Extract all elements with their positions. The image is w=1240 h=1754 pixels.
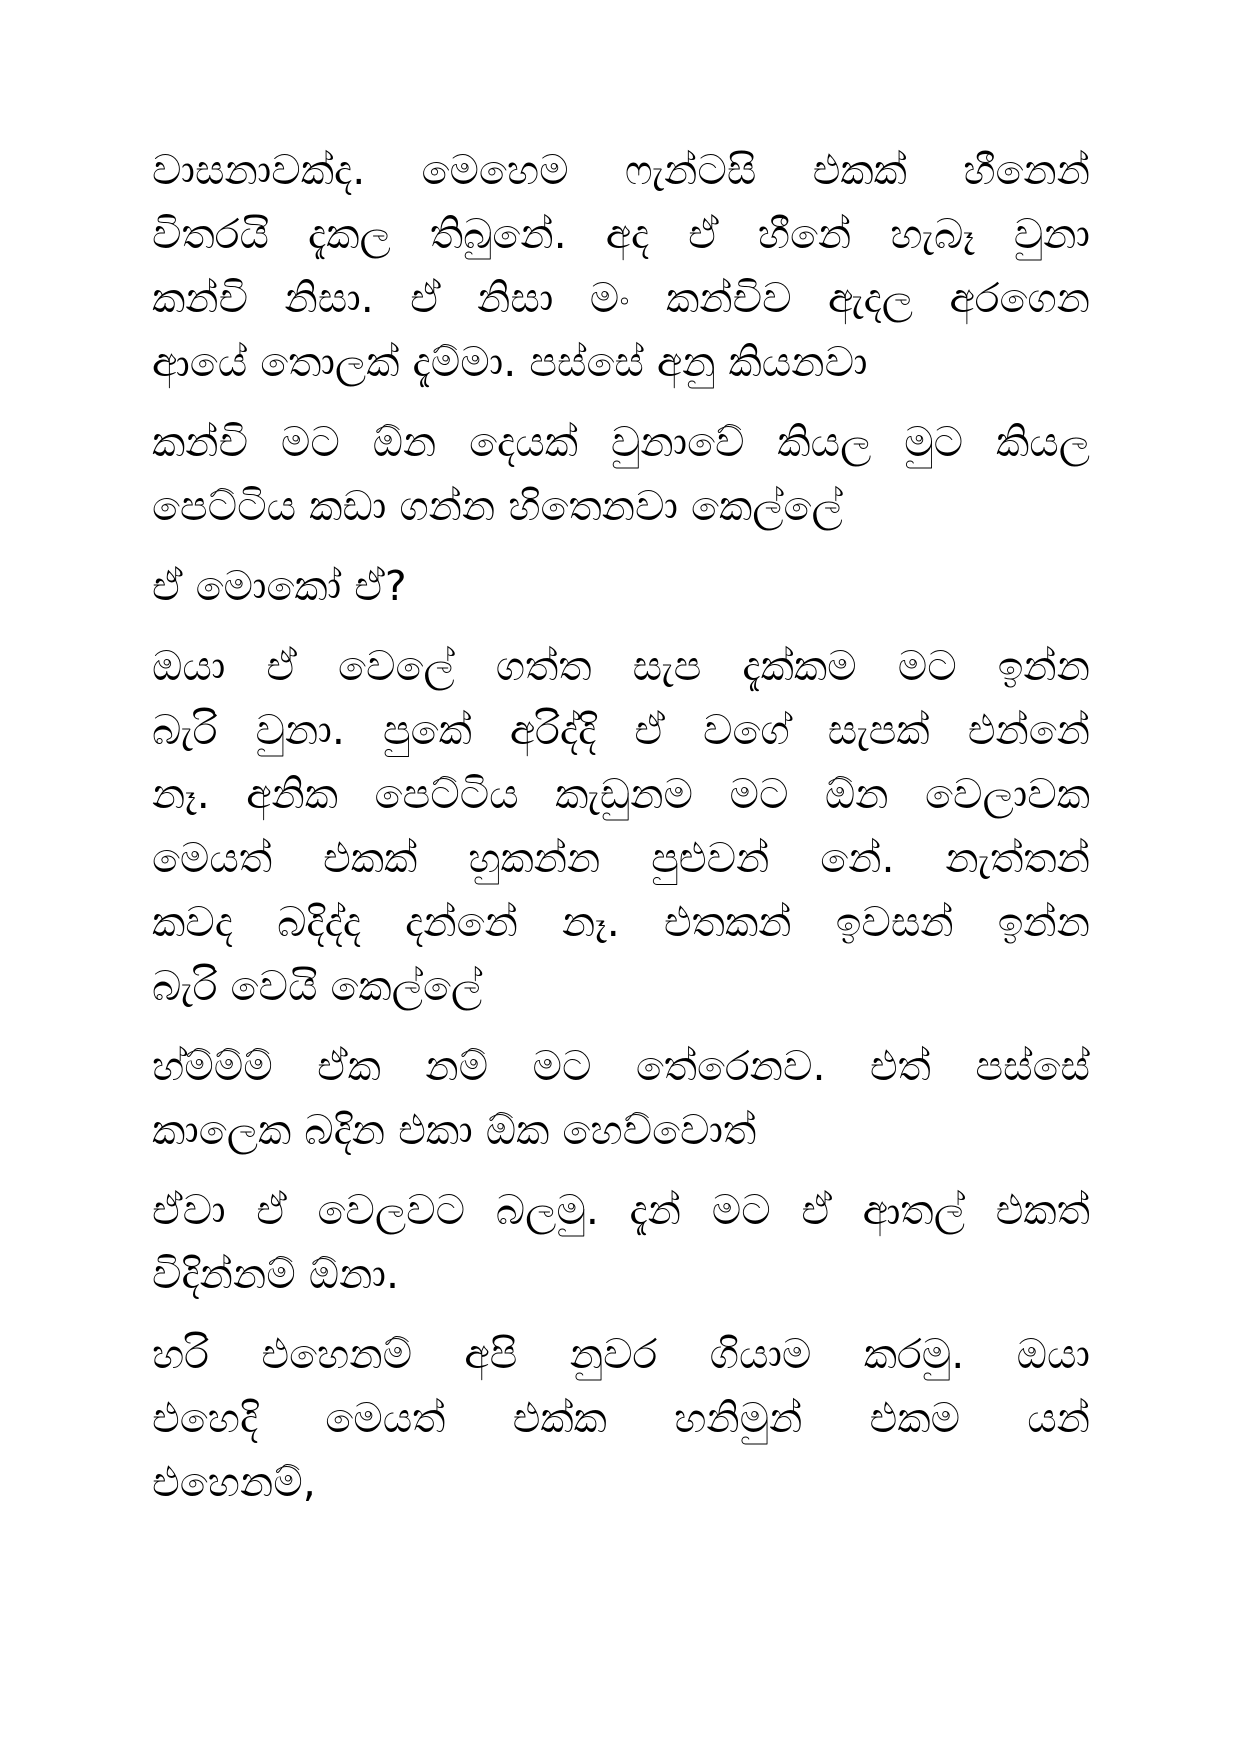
paragraph-2 <box>152 410 1090 538</box>
text-line: ඔයා ඒ වෙලේ ගත්ත සැප දැක්කම මට ඉන්න <box>152 642 1090 690</box>
paragraph-7 <box>152 1322 1090 1514</box>
text-line: හ්ම්ම්ම් ඒක නම් මට තේරෙනව. එත් පස්සේ <box>152 1042 1090 1090</box>
text-line: විතරයි දැකල තිබුනේ. අද ඒ හීනේ හැබෑ වුනා <box>152 210 1090 258</box>
paragraph-6 <box>152 1178 1090 1306</box>
paragraph-4 <box>152 634 1090 1018</box>
text-line: කාලෙක බදින එකා ඕක හෙව්වොත් <box>152 1106 757 1154</box>
text-line: කන්චි නිසා. ඒ නිසා මං කන්චිව ඇදල අරගෙන <box>152 274 1090 322</box>
text-line: විදින්නම් ඕනා. <box>152 1250 399 1298</box>
paragraph-3 <box>152 554 1090 618</box>
paragraph-5 <box>152 1034 1090 1162</box>
text-line: ඒවා ඒ වෙලවට බලමු. දැන් මට ඒ ආතල් එකත් <box>152 1186 1090 1234</box>
text-line: නෑ. අනික පෙට්ටිය කැඩුනම මට ඕන වෙලාවක <box>152 770 1090 818</box>
text-line: ඒ මොකෝ ඒ? <box>152 562 407 610</box>
text-line: මෙයත් එකක් හුකන්න පුළුවන් නේ. නැත්තන් <box>152 834 1090 882</box>
text-line: කවද බදිද්ද දන්නේ නෑ. එතකන් ඉවසන් ඉන්න <box>152 898 1090 946</box>
text-line: ආයේ තොලක් දැම්මා. පස්සේ අනු කියනවා <box>152 338 868 386</box>
text-line: එහෙදි මෙයත් එක්ක හනිමුන් එකම යන් <box>152 1394 1090 1442</box>
text-line: එහෙනම්, <box>152 1458 316 1506</box>
text-line: හරි එහෙනම් අපි නුවර ගියාම කරමු. ඔයා <box>152 1330 1090 1378</box>
text-line: වාසනාවක්ද. මෙහෙම ෆැන්ටසි එකක් හීනෙන් <box>152 146 1090 194</box>
paragraph-1 <box>152 138 1090 394</box>
body-text <box>152 138 1090 1530</box>
text-line: බැරි වුනා. පුකේ අරිද්දි ඒ වගේ සැපක් එන්නේ <box>152 706 1090 754</box>
text-line: පෙට්ටිය කඩා ගන්න හිතෙනවා කෙල්ලේ <box>152 482 843 530</box>
text-line: බැරි වෙයි කෙල්ලේ <box>152 962 483 1010</box>
text-line: කන්චි මට ඕන දෙයක් වුනාවේ කියල මුට කියල <box>152 418 1090 466</box>
